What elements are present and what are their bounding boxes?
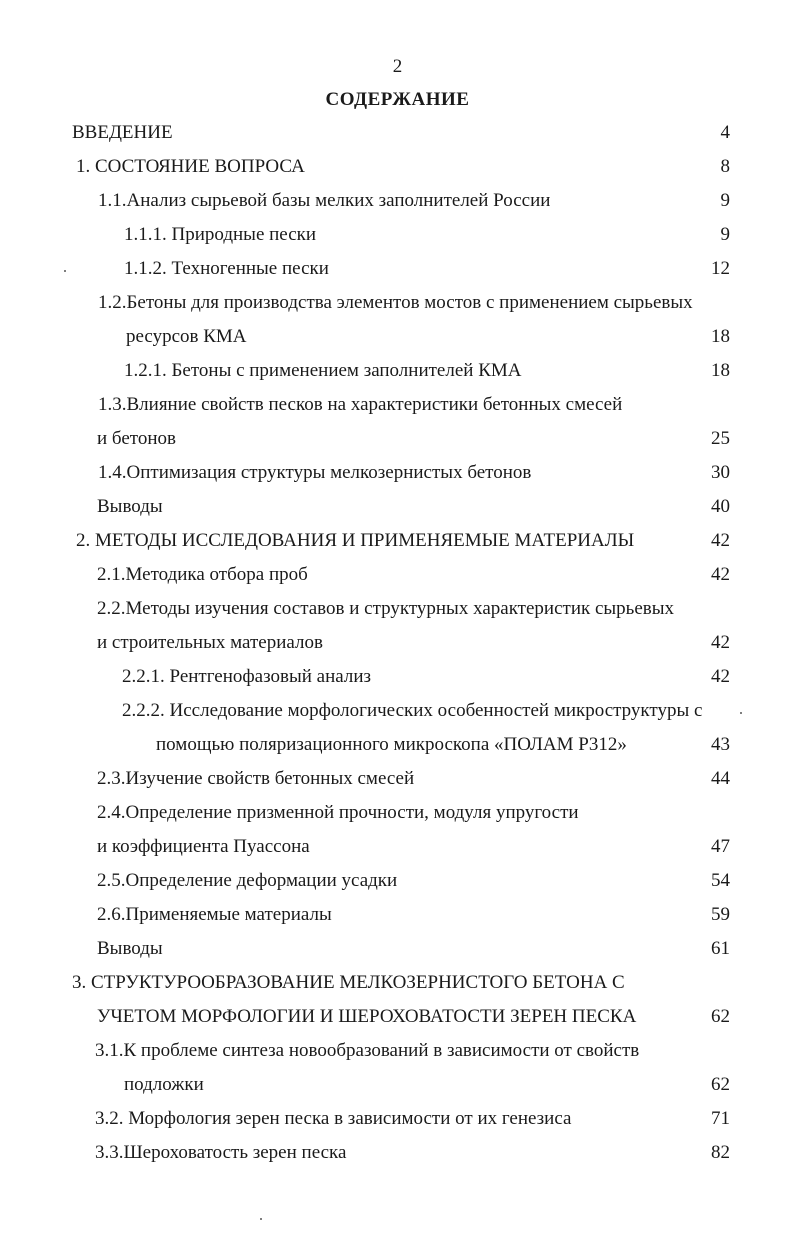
toc-entry-text: 2.3.Изучение свойств бетонных смесей: [97, 768, 415, 789]
toc-entry-text: подложки: [124, 1074, 204, 1095]
toc-entry-page: 12: [711, 258, 730, 279]
toc-entry-page: 8: [720, 156, 730, 177]
toc-entry-text: 2. МЕТОДЫ ИССЛЕДОВАНИЯ И ПРИМЕНЯЕМЫЕ МАТЕРИАЛЫ: [76, 530, 635, 551]
toc-entry-text: 3.3.Шероховатость зерен песка: [95, 1142, 347, 1163]
toc-entry-text: 2.5.Определение деформации усадки: [97, 870, 398, 891]
toc-entry-text: 1.2.Бетоны для производства элементов мостов с применением сырьевых: [98, 292, 693, 313]
toc-entry-text: и коэффициента Пуассона: [97, 836, 310, 857]
toc-entry-text: и строительных материалов: [97, 632, 323, 653]
toc-entry-page: 62: [711, 1006, 730, 1027]
toc-entry-text: 2.2.Методы изучения составов и структурных характеристик сырьевых: [97, 598, 674, 619]
toc-entry-page: 59: [711, 904, 730, 925]
toc-entry-text: 3.2. Морфология зерен песка в зависимости от их генезиса: [95, 1108, 572, 1129]
toc-entry-page: 9: [720, 190, 730, 211]
toc-entry-page: 43: [711, 734, 730, 755]
toc-entry-page: 42: [711, 564, 730, 585]
toc-entry-text: 1.2.1. Бетоны с применением заполнителей КМА: [124, 360, 522, 381]
toc-entry-text: 2.4.Определение призменной прочности, модуля упругости: [97, 802, 579, 823]
toc-entry-text: 3. СТРУКТУРООБРАЗОВАНИЕ МЕЛКОЗЕРНИСТОГО БЕТОНА С: [72, 972, 625, 993]
toc-entry-text: 1.3.Влияние свойств песков на характеристики бетонных смесей: [98, 394, 623, 415]
toc-entry-page: 40: [711, 496, 730, 517]
toc-entry-page: 18: [711, 326, 730, 347]
toc-entry-page: 54: [711, 870, 730, 891]
toc-entry-text: ресурсов КМА: [126, 326, 247, 347]
toc-entry-text: Выводы: [97, 496, 163, 517]
scan-speck: [260, 1218, 262, 1220]
toc-entry-page: 18: [711, 360, 730, 381]
toc-entry-text: и бетонов: [97, 428, 176, 449]
toc-entry-text: УЧЕТОМ МОРФОЛОГИИ И ШЕРОХОВАТОСТИ ЗЕРЕН ПЕСКА: [97, 1006, 637, 1027]
toc-entry-text: 2.6.Применяемые материалы: [97, 904, 332, 925]
toc-entry-page: 71: [711, 1108, 730, 1129]
toc-entry-text: 1.1.1. Природные пески: [124, 224, 317, 245]
toc-entry-text: 1. СОСТОЯНИЕ ВОПРОСА: [76, 156, 305, 177]
toc-entry-page: 44: [711, 768, 730, 789]
toc-entry-text: 2.1.Методика отбора проб: [97, 564, 308, 585]
toc-entry-text: помощью поляризационного микроскопа «ПОЛАМ Р312»: [156, 734, 627, 755]
toc-entry-text: ВВЕДЕНИЕ: [72, 122, 173, 143]
scan-speck: [740, 712, 742, 714]
toc-entry-page: 82: [711, 1142, 730, 1163]
toc-entry-text: 1.4.Оптимизация структуры мелкозернистых бетонов: [98, 462, 532, 483]
toc-entry-text: 3.1.К проблеме синтеза новообразований в зависимости от свойств: [95, 1040, 640, 1061]
toc-entry-text: 2.2.2. Исследование морфологических особенностей микроструктуры с: [122, 700, 703, 721]
toc-entry-page: 62: [711, 1074, 730, 1095]
toc-entry-page: 42: [711, 666, 730, 687]
toc-entry-text: Выводы: [97, 938, 163, 959]
scan-speck: [64, 270, 66, 272]
toc-entry-page: 47: [711, 836, 730, 857]
toc-entry-page: 61: [711, 938, 730, 959]
toc-entry-page: 42: [711, 530, 730, 551]
toc-entry-page: 4: [720, 122, 730, 143]
toc-entry-page: 42: [711, 632, 730, 653]
toc-entry-page: 25: [711, 428, 730, 449]
page-number: 2: [392, 56, 403, 77]
page-title: СОДЕРЖАНИЕ: [325, 89, 470, 110]
toc-entry-page: 9: [720, 224, 730, 245]
toc-entry-page: 30: [711, 462, 730, 483]
toc-entry-text: 1.1.2. Техногенные пески: [124, 258, 329, 279]
toc-entry-text: 1.1.Анализ сырьевой базы мелких заполнителей России: [98, 190, 551, 211]
toc-entry-text: 2.2.1. Рентгенофазовый анализ: [122, 666, 372, 687]
